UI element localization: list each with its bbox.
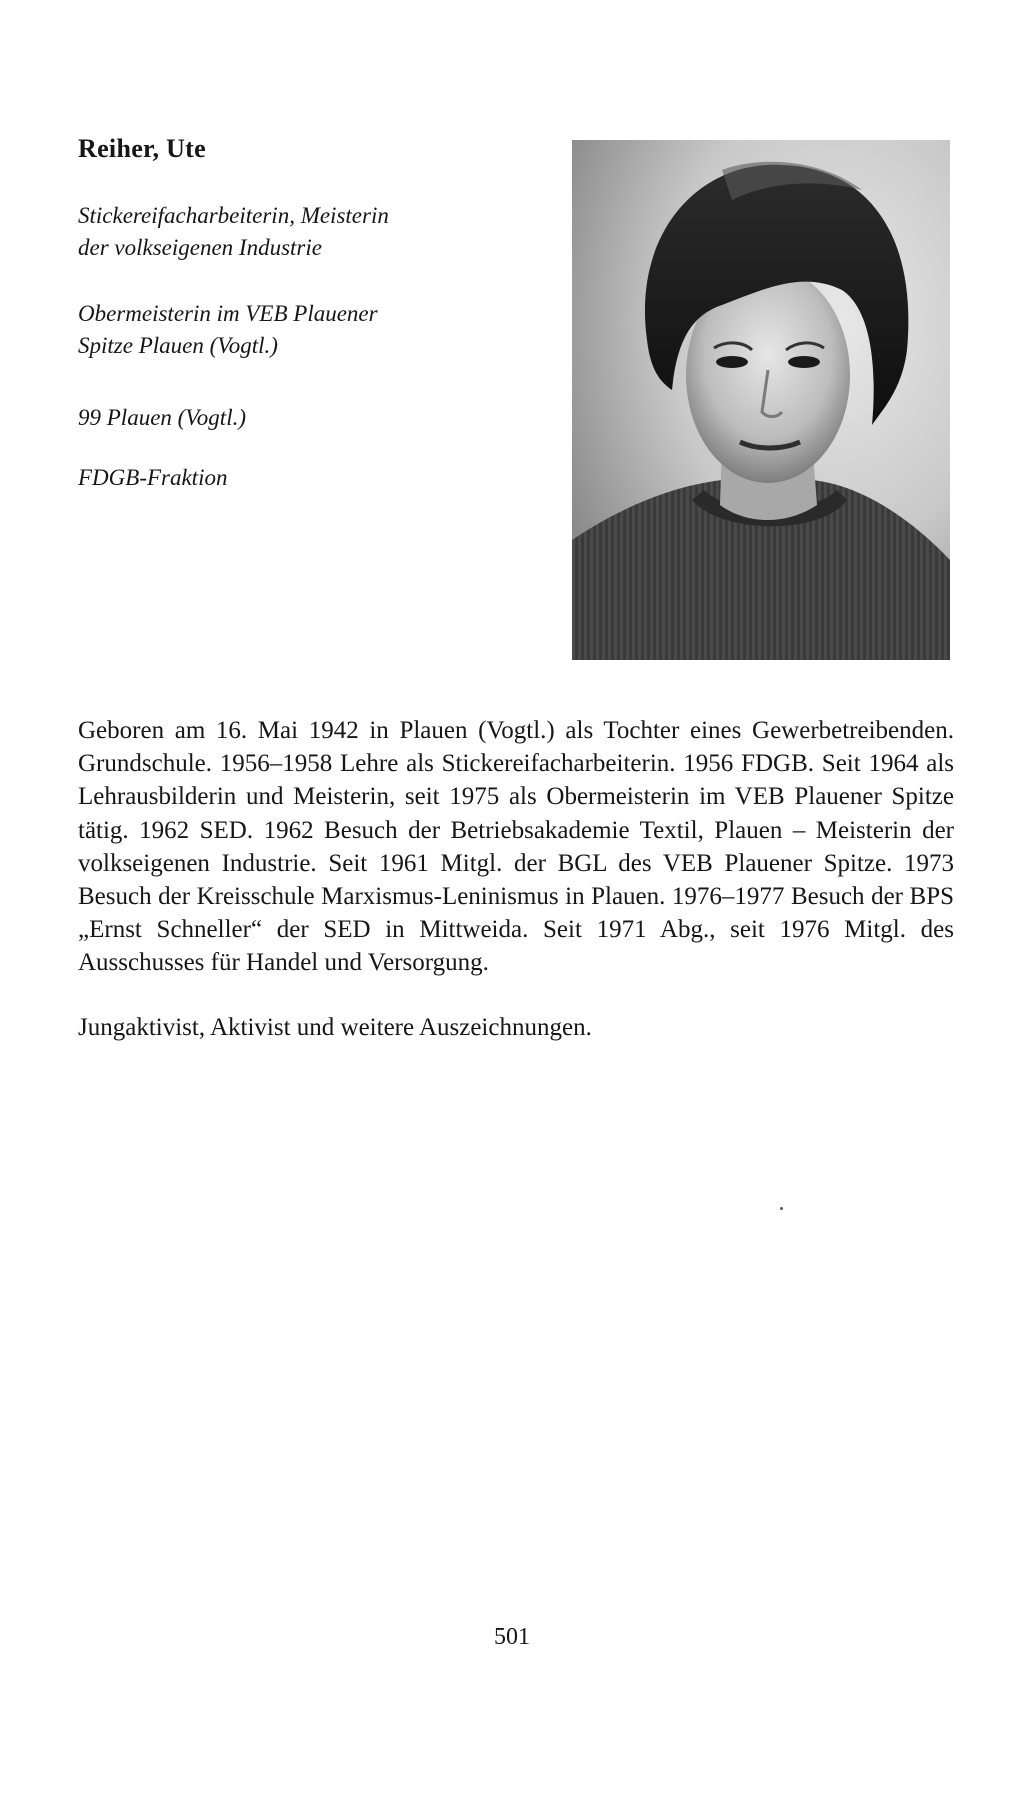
- entry-position: [78, 298, 498, 362]
- entry-profession: [78, 200, 498, 264]
- profession-line-2: der volkseigenen Industrie: [78, 235, 322, 260]
- biography-paragraph: Geboren am 16. Mai 1942 in Plauen (Vogtl.) als Tochter eines Gewerbetreibenden. Grundschule. 1956–1958 Lehre als Stickereifacharbeiterin. 1956 FDGB. Seit 1964 als Lehrausbilderin und Meisterin, seit 1975 als Obermeisterin im VEB Plauener Spitze tätig. 1962 SED. 1962 Besuch der Betriebsakademie Textil, Plauen – Meisterin der volkseigenen Industrie. Seit 1961 Mitgl. der BGL des VEB Plauener Spitze. 1973 Besuch der Kreisschule Marxismus-Leninismus in Plauen. 1976–1977 Besuch der BPS „Ernst Schneller“ der SED in Mittweida. Seit 1971 Abg., seit 1976 Mitgl. des Ausschusses für Handel und Versorgung.: [78, 717, 954, 977]
- entry-name: Reiher, Ute: [78, 134, 206, 163]
- print-speck: [780, 1207, 783, 1210]
- portrait-illustration: [572, 140, 950, 660]
- biography-text: [78, 714, 954, 980]
- position-line-2: Spitze Plauen (Vogtl.): [78, 333, 278, 358]
- profession-line-1: Stickereifacharbeiterin, Meisterin: [78, 203, 389, 228]
- portrait-photo: [572, 140, 950, 660]
- page-number: 501: [494, 1624, 530, 1650]
- awards-text: Jungaktivist, Aktivist und weitere Auszeichnungen.: [78, 1014, 592, 1041]
- position-line-1: Obermeisterin im VEB Plauener: [78, 301, 378, 326]
- entry-faction: FDGB-Fraktion: [78, 465, 228, 490]
- entry-address: 99 Plauen (Vogtl.): [78, 405, 246, 430]
